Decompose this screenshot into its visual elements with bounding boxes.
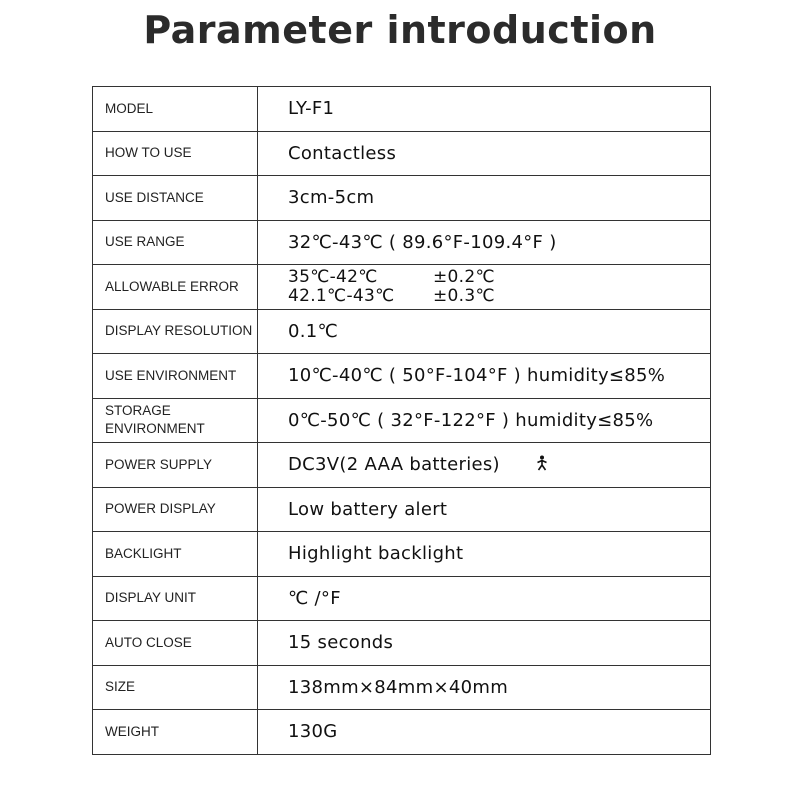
error-range: 35℃-42℃ [288,267,378,288]
table-row [93,131,711,176]
row-value-power-display: Low battery alert [258,487,711,532]
person-icon [536,455,548,475]
row-value-model: LY-F1 [258,87,711,132]
row-label-use-range: USE RANGE [93,220,258,265]
row-value-weight: 130G [258,710,711,755]
row-label-storage-environment: STORAGE ENVIRONMENT [93,398,258,443]
row-label-display-resolution: DISPLAY RESOLUTION [93,309,258,354]
row-label-how-to-use: HOW TO USE [93,131,258,176]
row-label-model: MODEL [93,87,258,132]
row-label-backlight: BACKLIGHT [93,532,258,577]
row-value-how-to-use: Contactless [258,131,711,176]
table-row [93,576,711,621]
row-value-use-environment: 10℃-40℃ ( 50°F-104°F ) humidity≤85% [258,354,711,399]
row-label-power-display: POWER DISPLAY [93,487,258,532]
error-line [288,287,710,306]
table-row [93,665,711,710]
row-value-backlight: Highlight backlight [258,532,711,577]
row-label-use-distance: USE DISTANCE [93,176,258,221]
power-supply-text: DC3V(2 AAA batteries) [288,454,500,476]
table-row [93,398,711,443]
table-row [93,220,711,265]
table-row [93,443,711,488]
row-label-size: SIZE [93,665,258,710]
row-value-size: 138mm×84mm×40mm [258,665,711,710]
parameter-table [92,86,711,755]
table-row [93,354,711,399]
row-value-use-distance: 3cm-5cm [258,176,711,221]
table-row [93,265,711,310]
row-label-power-supply: POWER SUPPLY [93,443,258,488]
table-row [93,532,711,577]
row-value-use-range: 32℃-43℃ ( 89.6°F-109.4°F ) [258,220,711,265]
row-label-display-unit: DISPLAY UNIT [93,576,258,621]
table-row [93,621,711,666]
row-label-weight: WEIGHT [93,710,258,755]
error-tolerance: ±0.3℃ [433,285,495,306]
row-value-allowable-error [258,265,711,310]
row-value-display-resolution: 0.1℃ [258,309,711,354]
table-row [93,487,711,532]
row-value-storage-environment: 0℃-50℃ ( 32°F-122°F ) humidity≤85% [258,398,711,443]
row-label-auto-close: AUTO CLOSE [93,621,258,666]
table-row [93,309,711,354]
table-row [93,176,711,221]
row-label-use-environment: USE ENVIRONMENT [93,354,258,399]
row-value-power-supply [258,443,711,488]
error-tolerance: ±0.2℃ [433,267,495,288]
page-title: Parameter introduction [143,8,657,52]
table-row [93,87,711,132]
table-row [93,710,711,755]
error-range: 42.1℃-43℃ [288,285,395,306]
row-value-auto-close: 15 seconds [258,621,711,666]
error-line [288,268,710,287]
row-label-allowable-error: ALLOWABLE ERROR [93,265,258,310]
row-value-display-unit: ℃ /°F [258,576,711,621]
